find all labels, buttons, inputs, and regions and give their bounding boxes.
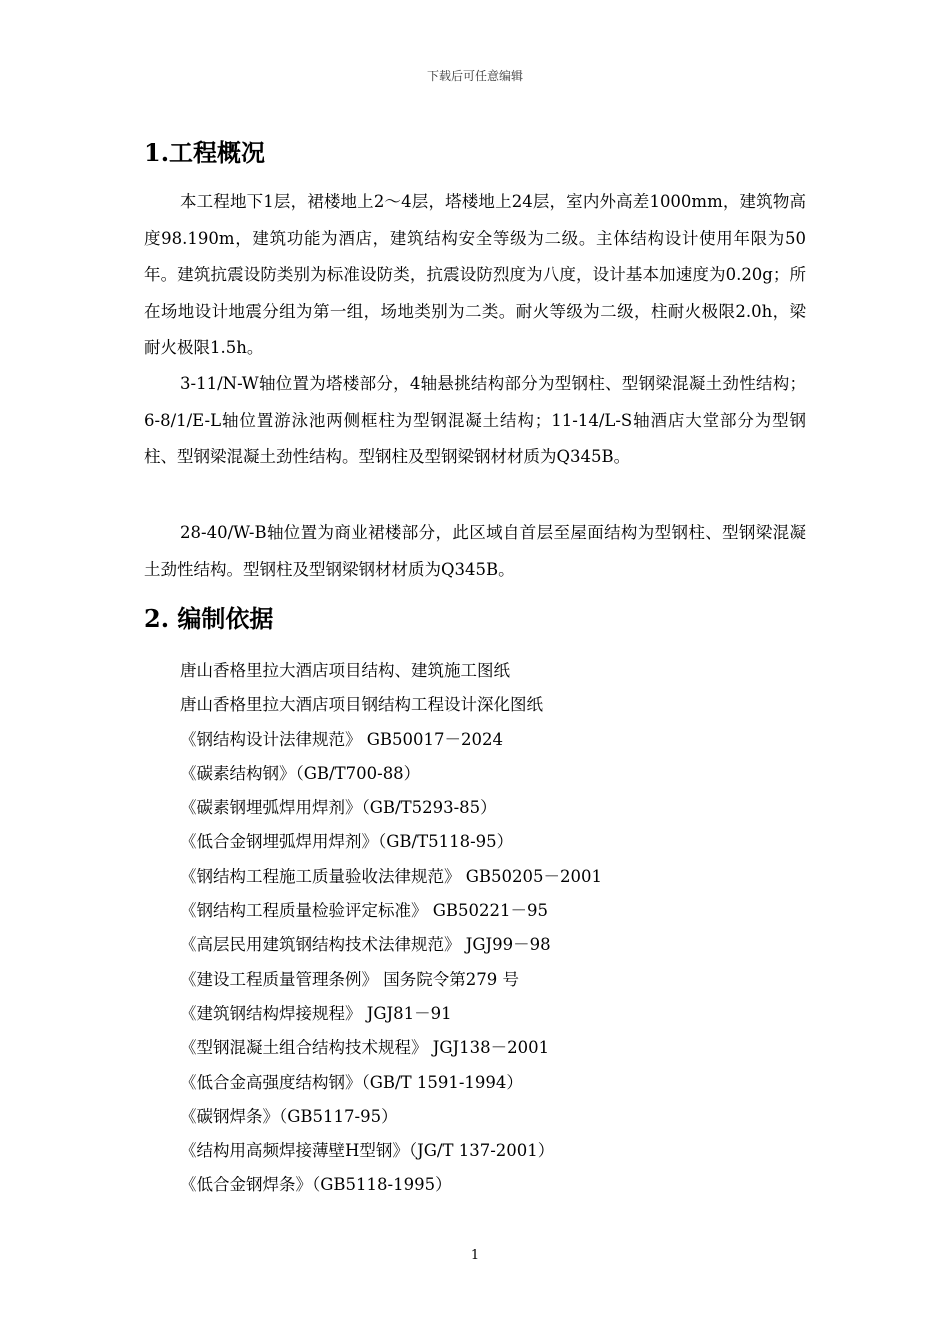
list-item: 唐山香格里拉大酒店项目钢结构工程设计深化图纸 bbox=[180, 695, 543, 715]
list-item: 《碳素结构钢》（GB/T700-88） bbox=[180, 763, 421, 783]
list-item: 《低合金高强度结构钢》（GB/T 1591-1994） bbox=[180, 1072, 523, 1092]
list-item: 《碳素钢埋弧焊用焊剂》（GB/T5293-85） bbox=[180, 798, 497, 818]
list-item: 《低合金钢埋弧焊用焊剂》（GB/T5118-95） bbox=[180, 832, 514, 852]
list-item: 《结构用高频焊接薄壁H型钢》（JG/T 137-2001） bbox=[180, 1141, 555, 1161]
section-heading-overview: 1.工程概况 bbox=[144, 138, 266, 167]
overview-paragraph-2: 3-11/N-W轴位置为塔楼部分，4轴悬挑结构部分为型钢柱、型钢梁混凝土劲性结构；6-8/1/E-L轴位置游泳池两侧框柱为型钢混凝土结构；11-14/L-S轴酒店大堂部分为型钢柱、型钢梁混凝土劲性结构。型钢柱及型钢梁钢材材质为Q345B。 bbox=[144, 374, 806, 466]
list-item: 唐山香格里拉大酒店项目结构、建筑施工图纸 bbox=[180, 661, 510, 680]
list-item: 《碳钢焊条》（GB5117-95） bbox=[180, 1106, 398, 1126]
list-item: 《建设工程质量管理条例》 国务院令第279 号 bbox=[180, 969, 519, 989]
list-item: 《钢结构工程质量检验评定标准》 GB50221－95 bbox=[180, 901, 549, 921]
reference-list bbox=[180, 654, 602, 1203]
page-number: 1 bbox=[470, 1248, 480, 1263]
list-item: 《钢结构设计法律规范》 GB50017－2024 bbox=[180, 729, 504, 749]
list-item: 《高层民用建筑钢结构技术法律规范》 JGJ99－98 bbox=[180, 935, 551, 955]
overview-paragraph-3: 28-40/W-B轴位置为商业裙楼部分，此区域自首层至屋面结构为型钢柱、型钢梁混凝土劲性结构。型钢柱及型钢梁钢材材质为Q345B。 bbox=[144, 523, 806, 579]
list-item: 《低合金钢焊条》（GB5118-1995） bbox=[180, 1175, 452, 1195]
list-item: 《型钢混凝土组合结构技术规程》 JGJ138－2001 bbox=[180, 1038, 550, 1058]
overview-paragraph-1: 本工程地下1层，裙楼地上2～4层，塔楼地上24层，室内外高差1000mm，建筑物高度98.190m，建筑功能为酒店，建筑结构安全等级为二级。主体结构设计使用年限为50年。建筑抗震设防类别为标准设防类，抗震设防烈度为八度，设计基本加速度为0.20g；所在场地设计地震分组为第一组，场地类别为二类。耐火等级为二级，柱耐火极限2.0h，梁耐火极限1.5h。 bbox=[144, 192, 806, 357]
list-item: 《钢结构工程施工质量验收法律规范》 GB50205－2001 bbox=[180, 866, 603, 886]
section-heading-basis: 2. 编制依据 bbox=[144, 604, 274, 633]
list-item: 《建筑钢结构焊接规程》 JGJ81－91 bbox=[180, 1003, 452, 1023]
page-header: 下载后可任意编辑 bbox=[426, 69, 523, 83]
